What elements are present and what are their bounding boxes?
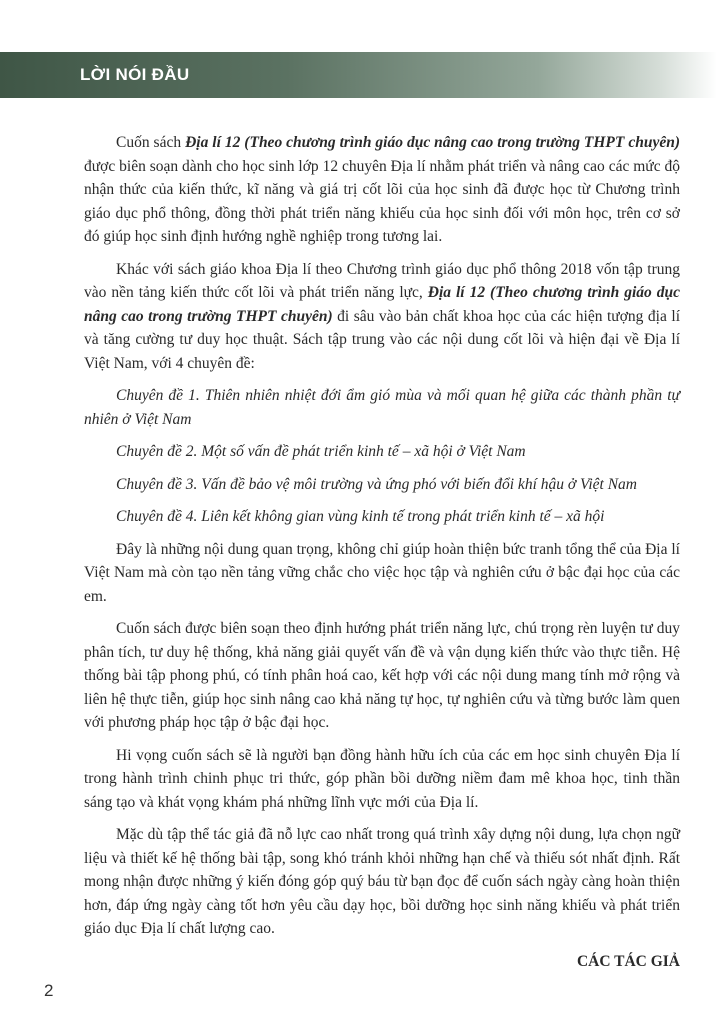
- paragraph-5: Hi vọng cuốn sách sẽ là người bạn đồng hành hữu ích của các em học sinh chuyên Địa lí trong hành trình chinh phục tri thức, góp phần bồi dưỡng niềm đam mê khoa học, tinh thần sáng tạo và khát vọng khám phá những lĩnh vực mới của Địa lí.: [84, 746, 680, 811]
- paragraph-6: Mặc dù tập thể tác giả đã nỗ lực cao nhất trong quá trình xây dựng nội dung, lựa chọn ngữ liệu và thiết kế hệ thống bài tập, song khó tránh khỏi những hạn chế và thiếu sót nhất định. Rất mong nhận được những ý kiến đóng góp quý báu từ bạn đọc để cuốn sách ngày càng hoàn thiện hơn, đáp ứng ngày càng tốt hơn yêu cầu dạy học, bồi dưỡng học sinh năng khiếu và phát triển giáo dục Địa lí chất lượng cao.: [84, 826, 680, 937]
- signature: CÁC TÁC GIẢ: [576, 952, 680, 970]
- paragraph-3: Đây là những nội dung quan trọng, không chỉ giúp hoàn thiện bức tranh tổng thể của Địa lí Việt Nam mà còn tạo nền tảng vững chắc cho việc học tập và nghiên cứu ở bậc đại học của các em.: [84, 540, 680, 605]
- section-header-band: [0, 52, 717, 98]
- paragraph-1-rest: được biên soạn dành cho học sinh lớp 12 chuyên Địa lí nhằm phát triển và nâng cao các mức độ nhận thức của kiến thức, kĩ năng và giá trị cốt lõi của học sinh đã được học từ Chương trình giáo dục phổ thông, đồng thời phát triển năng khiếu của học sinh đối với môn học, trên cơ sở đó giúp học sinh định hướng nghề nghiệp trong tương lai.: [84, 157, 680, 245]
- preface-body: [84, 131, 680, 973]
- page-number: 2: [44, 981, 54, 1000]
- book-title: Địa lí 12 (Theo chương trình giáo dục nâng cao trong trường THPT chuyên): [185, 134, 680, 151]
- topic-4: Chuyên đề 4. Liên kết không gian vùng kinh tế trong phát triển kinh tế – xã hội: [116, 508, 605, 525]
- paragraph-2: [84, 258, 680, 376]
- section-title: LỜI NÓI ĐẦU: [80, 65, 190, 84]
- paragraph-1: [84, 131, 680, 249]
- paragraph-2-rest: đi sâu vào bản chất khoa học của các hiện tượng địa lí và tăng cường tư duy học thuật. Sách tập trung vào các nội dung cốt lõi và hiện đại về Địa lí Việt Nam, với 4 chuyên đề:: [84, 307, 680, 372]
- topic-3: Chuyên đề 3. Vấn đề bảo vệ môi trường và ứng phó với biến đổi khí hậu ở Việt Nam: [116, 475, 637, 493]
- paragraph-2-lead: Khác với sách giáo khoa Địa lí theo Chương trình giáo dục phổ thông 2018 vốn tập trung vào nền tảng kiến thức cốt lõi và phát triển năng lực,: [84, 260, 680, 301]
- paragraph-1-lead: Cuốn sách: [116, 134, 186, 151]
- book-title: Địa lí 12 (Theo chương trình giáo dục nâng cao trong trường THPT chuyên): [84, 284, 680, 325]
- topic-1: Chuyên đề 1. Thiên nhiên nhiệt đới ẩm gió mùa và mối quan hệ giữa các thành phần tự nhiên ở Việt Nam: [84, 387, 680, 428]
- topic-2: Chuyên đề 2. Một số vấn đề phát triển kinh tế – xã hội ở Việt Nam: [116, 443, 526, 460]
- paragraph-4: Cuốn sách được biên soạn theo định hướng phát triển năng lực, chú trọng rèn luyện tư duy phân tích, tư duy hệ thống, khả năng giải quyết vấn đề và vận dụng kiến thức vào thực tiễn. Hệ thống bài tập phong phú, có tính phân hoá cao, kết hợp với các nội dung mang tính mở rộng và liên hệ thực tiễn, giúp học sinh nâng cao khả năng tự học, tự nghiên cứu và từng bước làm quen với phương pháp học tập ở bậc đại học.: [84, 620, 680, 731]
